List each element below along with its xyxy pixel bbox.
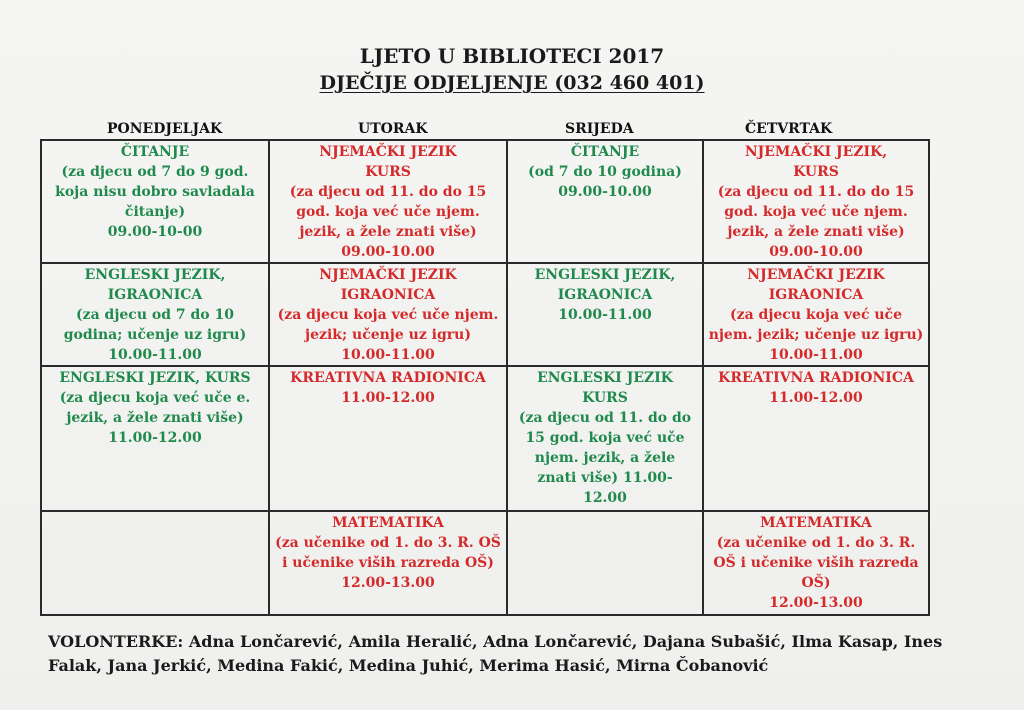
schedule-cell (41, 511, 269, 615)
day-header-tuesday: UTORAK (358, 121, 428, 137)
schedule-table (40, 139, 930, 616)
schedule-cell (41, 263, 269, 366)
schedule-cell (703, 140, 929, 263)
schedule-cell (507, 511, 703, 615)
cell-text: NJEMAČKI JEZIK IGRAONICA (za djecu koja već uče njem. jezik; učenje uz igru) 10.00-11.00 (708, 267, 924, 363)
schedule-cell (703, 263, 929, 366)
schedule-cell (41, 366, 269, 511)
cell-text: KREATIVNA RADIONICA 11.00-12.00 (718, 370, 914, 406)
cell-text: ENGLESKI JEZIK, IGRAONICA (za djecu od 7 do 10 godina; učenje uz igru) 10.00-11.00 (63, 267, 247, 363)
schedule-cell (507, 140, 703, 263)
day-header-wednesday: SRIJEDA (565, 121, 634, 137)
table-row (41, 140, 929, 263)
cell-text: ENGLESKI JEZIK, KURS (za djecu koja već uče e. jezik, a žele znati više) 11.00-12.00 (59, 370, 251, 446)
cell-text: KREATIVNA RADIONICA 11.00-12.00 (290, 370, 486, 406)
schedule-cell (703, 366, 929, 511)
page-subtitle (0, 72, 1024, 94)
cell-text: ČITANJE (od 7 do 10 godina) 09.00-10.00 (528, 144, 682, 200)
cell-text: NJEMAČKI JEZIK KURS (za djecu od 11. do do 15 god. koja već uče njem. jezik, a žele znati više) 09.00-10.00 (289, 144, 487, 260)
table-row (41, 366, 929, 511)
table-row (41, 511, 929, 615)
schedule-cell (41, 140, 269, 263)
cell-text: ENGLESKI JEZIK, IGRAONICA 10.00-11.00 (534, 267, 676, 323)
page-title: LJETO U BIBLIOTECI 2017 (359, 44, 665, 68)
day-header-monday: PONEDJELJAK (107, 121, 223, 137)
schedule-cell (703, 511, 929, 615)
schedule-cell (269, 366, 507, 511)
cell-text: ENGLESKI JEZIK KURS (za djecu od 11. do do 15 god. koja već uče njem. jezik, a žele znati više) 11.00- 12.00 (518, 370, 692, 506)
cell-text: NJEMAČKI JEZIK, KURS (za djecu od 11. do do 15 god. koja već uče njem. jezik, a žele znati više) 09.00-10.00 (717, 144, 915, 260)
schedule-cell (507, 366, 703, 511)
schedule-cell (269, 511, 507, 615)
schedule-cell (269, 263, 507, 366)
day-header-thursday: ČETVRTAK (745, 121, 833, 137)
schedule-cell (269, 140, 507, 263)
cell-text: MATEMATIKA (za učenike od 1. do 3. R. OŠ i učenike viših razreda OŠ) 12.00-13.00 (275, 515, 501, 591)
table-row (41, 263, 929, 366)
cell-text: NJEMAČKI JEZIK IGRAONICA (za djecu koja već uče njem. jezik; učenje uz igru) 10.00-11.00 (277, 267, 499, 363)
schedule-cell (507, 263, 703, 366)
volunteers-footer: VOLONTERKE: Adna Lončarević, Amila Heralić, Adna Lončarević, Dajana Subašić, Ilma Kasap, Ines Falak, Jana Jerkić, Medina Fakić, Medina Juhić, Merima Hasić, Mirna Čobanović (48, 632, 943, 675)
subtitle-text: DJEČIJE ODJELJENJE (032 460 401) (319, 72, 705, 94)
cell-text: ČITANJE (za djecu od 7 do 9 god. koja nisu dobro savladala čitanje) 09.00-10-00 (55, 144, 255, 240)
cell-text: MATEMATIKA (za učenike od 1. do 3. R. OŠ i učenike viših razreda OŠ) 12.00-13.00 (713, 515, 919, 611)
